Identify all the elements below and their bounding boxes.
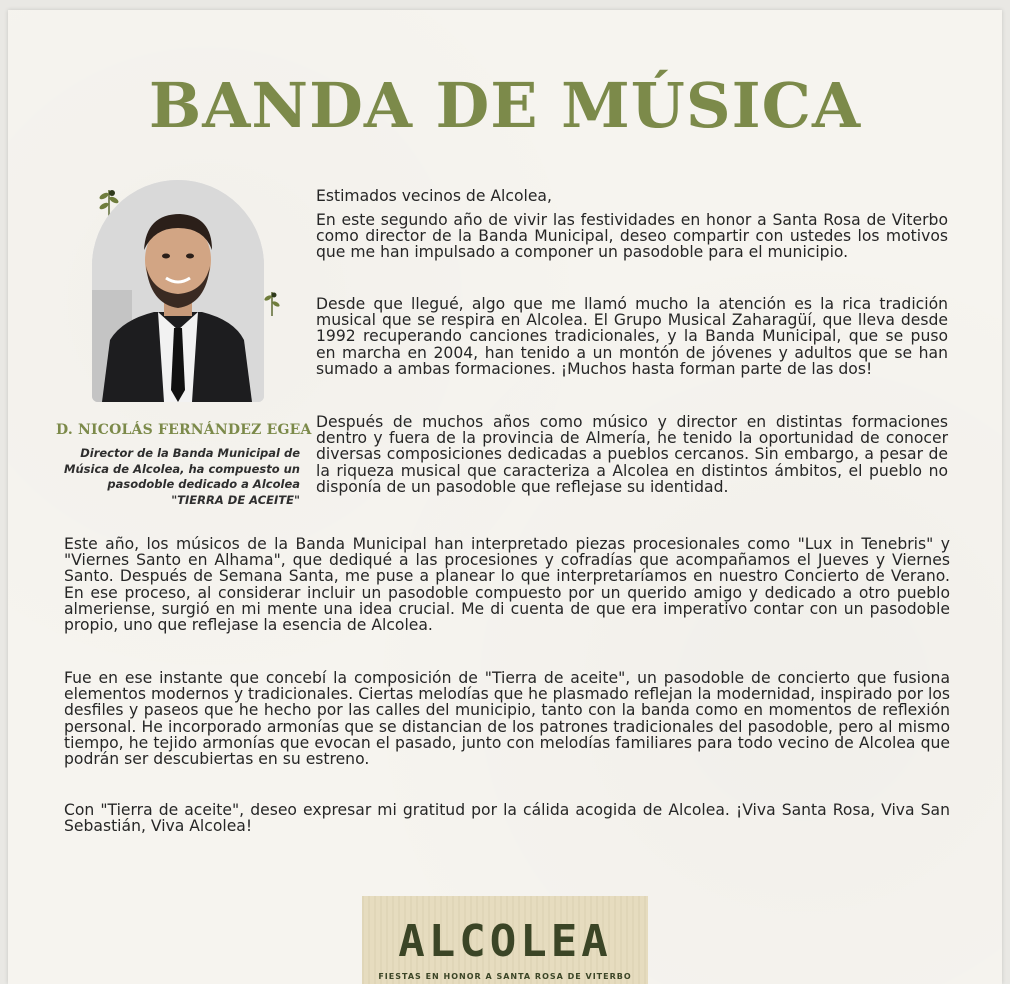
olive-branch-icon: [262, 288, 282, 318]
letter-paragraph-1: En este segundo año de vivir las festividades en honor a Santa Rosa de Viterbo como director de la Banda Municipal, deseo compartir con ustedes los motivos que me han impulsado a componer un pasodoble para el municipio.: [316, 211, 948, 262]
letter-paragraph-3: Después de muchos años como músico y director en distintas formaciones dentro y fuera de la provincia de Almería, he tenido la oportunidad de conocer diversas composiciones dedicadas a pueblos cercanos. Sin embargo, a pesar de la riqueza musical que caracteriza a Alcolea en distintos ámbitos, el pueblo no disponía de un pasodoble que reflejase su identidad.: [316, 413, 948, 496]
letter-paragraph-4: Este año, los músicos de la Banda Municipal han interpretado piezas procesionales como "Lux in Tenebris" y "Viernes Santo en Alhama", que dediqué a las procesiones y cofradías que acompañamos el Jueves y Viernes Santo. Después de Semana Santa, me puse a planear lo que interpretaríamos en nuestro Concierto de Verano. En ese proceso, al considerar incluir un pasodoble compuesto por un querido amigo y dedicado a otro pueblo almeriense, surgió en mi mente una idea crucial. Me di cuenta de que era imperativo contar con un pasodoble propio, uno que reflejase la esencia de Alcolea.: [64, 535, 950, 635]
letter-paragraph-5: Fue en ese instante que concebí la composición de "Tierra de aceite", un pasodoble de concierto que fusiona elementos modernos y tradicionales. Ciertas melodías que he plasmado reflejan la modernidad, inspirado por los desfiles y paseos que he hecho por las calles del municipio, tanto con la banda como en momentos de reflexión personal. He incorporado armonías que se distancian de los patrones tradicionales del pasodoble, pero al mismo tiempo, he tejido armonías que evocan el pasado, junto con melodías familiares para todo vecino de Alcolea que podrán ser descubiertas en su estreno.: [64, 669, 950, 769]
letter-paragraph-2: Desde que llegué, algo que me llamó mucho la atención es la rica tradición musical que se respira en Alcolea. El Grupo Musical Zaharagüí, que lleva desde 1992 recuperando canciones tradicionales, y la Banda Municipal, que se puso en marcha en 2004, han tenido a un montón de jóvenes y adultos que se han sumado a ambas formaciones. ¡Muchos hasta forman parte de las dos!: [316, 295, 948, 378]
author-caption: Director de la Banda Municipal de Música de Alcolea, ha compuesto un pasodoble dedicado a Alcolea "TIERRA DE ACEITE": [64, 446, 300, 507]
logo-word: ALCOLEA: [398, 916, 612, 967]
author-photo: [92, 180, 264, 402]
author-name: D. NICOLÁS FERNÁNDEZ EGEA: [56, 422, 312, 438]
letter-greeting: Estimados vecinos de Alcolea,: [316, 187, 552, 205]
alcolea-logo: [362, 896, 648, 984]
letter-paragraph-6: Con "Tierra de aceite", deseo expresar mi gratitud por la cálida acogida de Alcolea. ¡Viva Santa Rosa, Viva San Sebastián, Viva Alcolea!: [64, 801, 950, 836]
page-title: BANDA DE MÚSICA: [148, 69, 862, 142]
logo-subtitle: FIESTAS EN HONOR A SANTA ROSA DE VITERBO: [378, 972, 632, 981]
